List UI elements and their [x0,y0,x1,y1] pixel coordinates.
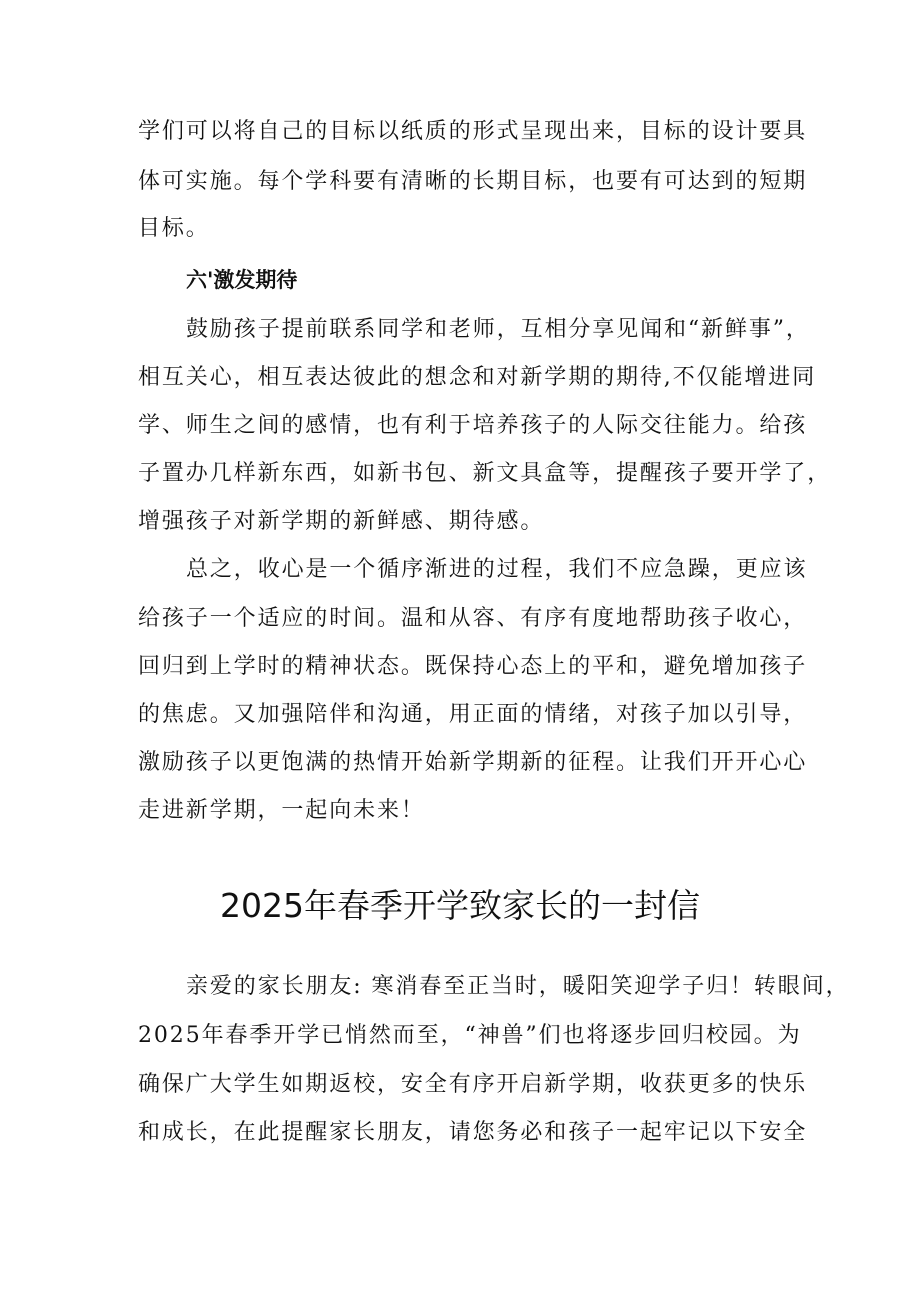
paragraph-line: 回归到上学时的精神状态。既保持心态上的平和，避免增加孩子 [138,654,808,679]
paragraph-line: 学们可以将自己的目标以纸质的形式呈现出来，目标的设计要具 [138,119,808,144]
paragraph-line: 给孩子一个适应的时间。温和从容、有序有度地帮助孩子收心， [138,606,808,631]
paragraph-line: 确保广大学生如期返校，安全有序开启新学期，收获更多的快乐 [138,1072,808,1097]
paragraph-line: 走进新学期，一起向未来！ [138,798,425,823]
paragraph-line: 总之，收心是一个循序渐进的过程，我们不应急躁，更应该 [186,557,808,582]
letter-title: 2025年春季开学致家长的一封信 [220,886,700,925]
paragraph-line: 的焦虑。又加强陪伴和沟通，用正面的情绪，对孩子加以引导， [138,702,808,727]
paragraph-line: 相互关心，相互表达彼此的想念和对新学期的期待,不仅能增进同 [138,365,817,390]
paragraph-line: 目标。 [138,216,210,241]
paragraph-line: 鼓励孩子提前联系同学和老师，互相分享见闻和“新鲜事”， [186,317,810,342]
paragraph-line: 和成长，在此提醒家长朋友，请您务必和孩子一起牢记以下安全 [138,1120,808,1145]
paragraph-line: 亲爱的家长朋友: 寒消春至正当时，暖阳笑迎学子归！转眼间， [186,974,850,999]
paragraph-line: 体可实施。每个学科要有清晰的长期目标，也要有可达到的短期 [138,169,808,194]
paragraph-line: 激励孩子以更饱满的热情开始新学期新的征程。让我们开开心心 [138,750,808,775]
paragraph-line: 2025年春季开学已悄然而至，“神兽”们也将逐步回归校园。为 [138,1023,802,1048]
paragraph-line: 子置办几样新东西，如新书包、新文具盒等，提醒孩子要开学了， [138,461,832,486]
section-heading: 六'激发期待 [186,268,298,292]
paragraph-line: 增强孩子对新学期的新鲜感、期待感。 [138,509,545,534]
paragraph-line: 学、师生之间的感情，也有利于培养孩子的人际交往能力。给孩 [138,413,808,438]
